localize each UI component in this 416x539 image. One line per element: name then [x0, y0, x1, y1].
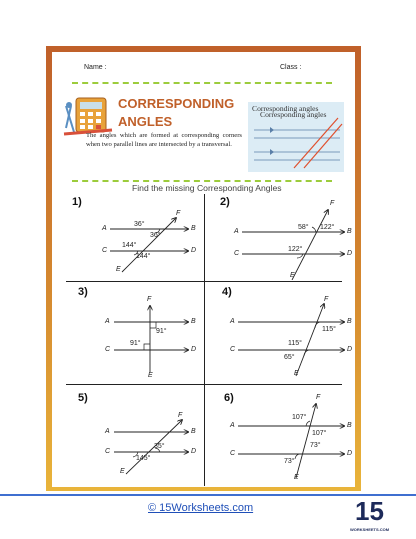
label-a: A [230, 422, 235, 429]
concept-diagram [248, 102, 344, 172]
question-4-diagram [204, 282, 355, 384]
label-b: B [191, 428, 196, 435]
label-e: E [294, 370, 299, 377]
angle-value: 122° [288, 246, 303, 253]
question-5-diagram [52, 386, 204, 486]
instructions-subtitle: Find the missing Corresponding Angles [132, 183, 282, 193]
label-b: B [347, 318, 352, 325]
angle-value: 107° [312, 430, 327, 437]
question-6-diagram [204, 386, 355, 486]
question-1-diagram [52, 192, 204, 280]
label-d: D [191, 346, 197, 353]
angle-value: 107° [292, 414, 307, 421]
worksheet-title-line1: CORRESPONDING [118, 96, 235, 111]
angle-value: 115° [322, 326, 336, 333]
label-b: B [191, 318, 196, 325]
angle-value: 144° [136, 253, 151, 260]
worksheet [52, 52, 355, 487]
label-e: E [290, 272, 295, 279]
question-3 [52, 282, 204, 384]
label-a: A [105, 428, 110, 435]
label-e: E [148, 372, 153, 379]
question-2-number: 2) [220, 196, 230, 208]
label-e: E [120, 468, 125, 475]
label-a: A [102, 225, 107, 232]
label-a: A [105, 318, 110, 325]
angle-value: 65° [284, 354, 295, 361]
diagram-caption-1: Corresponding angles [252, 104, 319, 113]
label-b: B [347, 228, 352, 235]
angle-value: 122° [320, 224, 335, 231]
angle-value: 36° [134, 221, 145, 228]
angle-value: 91° [130, 340, 141, 347]
label-c: C [234, 250, 240, 257]
angle-value: 145° [136, 455, 151, 462]
worksheet-title-line2: ANGLES [118, 114, 173, 129]
label-c: C [105, 346, 111, 353]
label-d: D [347, 346, 353, 353]
diagram-caption-2: Corresponding angles [260, 110, 327, 119]
label-f: F [330, 200, 335, 207]
label-f: F [324, 296, 329, 303]
header-divider-top [72, 82, 332, 84]
question-4 [204, 282, 355, 384]
worksheets-logo [350, 496, 390, 536]
question-5 [52, 386, 204, 486]
label-f: F [316, 394, 321, 401]
label-a: A [230, 318, 235, 325]
label-c: C [230, 346, 236, 353]
question-3-number: 3) [78, 286, 88, 298]
question-6 [204, 386, 355, 486]
logo-text: WORKSHEETS.COM [350, 527, 390, 532]
copyright-link[interactable]: © 15Worksheets.com [148, 502, 254, 514]
angle-value: 36° [150, 232, 161, 239]
label-b: B [347, 422, 352, 429]
label-a: A [234, 228, 239, 235]
label-d: D [191, 247, 197, 254]
grid-divider-2 [66, 384, 342, 385]
label-d: D [191, 448, 197, 455]
header-divider-bottom [72, 180, 332, 182]
question-2 [204, 192, 355, 280]
question-1 [52, 192, 204, 280]
name-label: Name : [84, 64, 107, 71]
label-e: E [116, 266, 121, 273]
description-text: The angles which are formed at corresponding corners when two parallel lines are intersected by a transversal. [86, 132, 242, 148]
label-f: F [176, 210, 181, 217]
angle-value: 115° [288, 340, 302, 347]
angle-value: 35° [154, 443, 165, 450]
question-3-diagram [52, 282, 204, 384]
label-c: C [105, 448, 111, 455]
label-f: F [147, 296, 152, 303]
question-5-number: 5) [78, 392, 88, 404]
question-1-number: 1) [72, 196, 82, 208]
label-d: D [347, 250, 353, 257]
label-e: E [294, 474, 299, 481]
class-label: Class : [280, 64, 302, 71]
label-f: F [178, 412, 183, 419]
angle-value: 73° [284, 458, 295, 465]
angle-value: 91° [156, 328, 167, 335]
label-c: C [230, 450, 236, 457]
angle-value: 144° [122, 242, 137, 249]
angle-value: 73° [310, 442, 321, 449]
logo-number: 15 [355, 496, 384, 526]
angle-value: 58° [298, 224, 309, 231]
label-b: B [191, 225, 196, 232]
label-d: D [347, 450, 353, 457]
parallel-lines-diagram [248, 102, 344, 172]
question-4-number: 4) [222, 286, 232, 298]
label-c: C [102, 247, 108, 254]
question-6-number: 6) [224, 392, 234, 404]
